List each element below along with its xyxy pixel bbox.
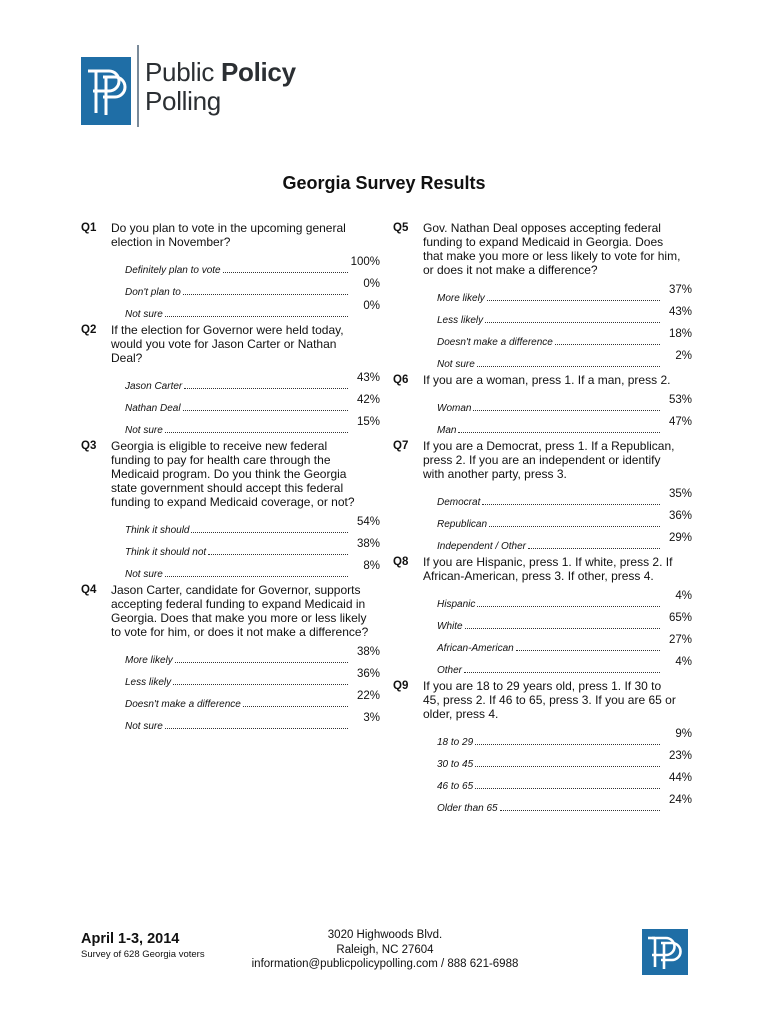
answer-value: 18% [668,328,692,340]
answer-value: 38% [356,538,380,550]
answer-row [437,305,692,327]
question-number: Q6 [393,374,409,386]
dot-leader [175,661,348,663]
question-text: Do you plan to vote in the upcoming general election in November? [111,221,346,249]
question-text: If you are 18 to 29 years old, press 1. If 30 to 45, press 2. If 46 to 65, press 3. If you are 65 or older, press 4. [423,679,676,721]
question-number: Q8 [393,556,409,568]
answer-label: Woman [437,403,472,414]
dot-leader [500,809,660,811]
answer-value: 54% [356,516,380,528]
answer-label: Not sure [125,721,163,732]
question-number: Q2 [81,324,97,336]
answer-value: 0% [363,278,380,290]
question-block [81,439,381,581]
answer-row [437,283,692,305]
question-number: Q1 [81,222,97,234]
answer-row [437,393,692,415]
question [393,679,693,721]
answer-label: Jason Carter [125,381,183,392]
dot-leader [528,547,660,549]
answer-list [437,393,692,437]
answer-row [437,327,692,349]
answer-value: 15% [356,416,380,428]
answer-list [125,255,380,321]
answer-list [437,487,692,553]
answer-value: 22% [356,690,380,702]
answer-label: Not sure [125,309,163,320]
dot-leader [475,765,660,767]
ppp-footer-logo-icon [642,929,688,975]
answer-row [437,487,692,509]
answer-row [437,749,692,771]
answer-row [437,771,692,793]
answer-value: 65% [668,612,692,624]
answer-value: 38% [356,646,380,658]
dot-leader [173,683,348,685]
answer-row [125,645,380,667]
address-line-1: 3020 Highwoods Blvd. [327,929,443,941]
dot-leader [183,293,348,295]
logo-wordmark: Public Policy Polling [145,57,296,116]
answer-value: 2% [675,350,692,362]
dot-leader [464,671,660,673]
survey-sample: Survey of 628 Georgia voters [81,949,205,960]
answer-value: 35% [668,488,692,500]
answer-value: 42% [356,394,380,406]
answer-label: Not sure [437,359,475,370]
answer-row [125,559,380,581]
question [393,373,693,387]
answer-row [125,711,380,733]
question-number: Q4 [81,584,97,596]
answer-list [125,515,380,581]
answer-value: 44% [668,772,692,784]
question [81,439,381,509]
ppp-logo-mark [81,57,131,125]
answer-row [125,667,380,689]
dot-leader [477,605,660,607]
question-text: Gov. Nathan Deal opposes accepting federal funding to expand Medicaid in Georgia. Does that make you more or less likely to vote for him, or does it not make a difference? [423,221,681,277]
survey-date: April 1-3, 2014 [81,931,180,947]
answer-label: Democrat [437,497,481,508]
address-line-2: Raleigh, NC 27604 [336,943,434,956]
answer-label: 18 to 29 [437,737,474,748]
answer-row [125,371,380,393]
answer-label: Hispanic [437,599,476,610]
dot-leader [458,431,660,433]
question-block [393,221,693,371]
page-title: Georgia Survey Results [282,173,486,193]
question-text: If you are Hispanic, press 1. If white, press 2. If African-American, press 3. If other, press 4. [423,555,673,583]
question-number: Q7 [393,440,409,452]
answer-label: Think it should not [125,547,207,558]
answer-row [437,655,692,677]
question [393,221,693,277]
ppp-logo [81,45,296,127]
question-text: If you are a Democrat, press 1. If a Republican, press 2. If you are an independent or identify with another party, press 3. [423,439,675,481]
answer-value: 0% [363,300,380,312]
answer-label: White [437,621,463,632]
answer-value: 47% [668,416,692,428]
dot-leader [223,271,348,273]
answer-label: Republican [437,519,488,530]
answer-value: 24% [668,794,692,806]
answer-value: 4% [675,590,692,602]
answer-row [437,349,692,371]
answer-row [125,689,380,711]
dot-leader [555,343,660,345]
question-number: Q9 [393,680,409,692]
answer-label: Older than 65 [437,803,498,814]
dot-leader [473,409,660,411]
answer-list [125,371,380,437]
answer-label: Definitely plan to vote [125,265,221,276]
dot-leader [183,409,348,411]
dot-leader [516,649,660,651]
answer-row [437,531,692,553]
question [393,555,693,583]
answer-row [125,277,380,299]
question-text: If the election for Governor were held today, would you vote for Jason Carter or Nathan Deal? [111,323,344,365]
answer-list [437,727,692,815]
dot-leader [208,553,348,555]
answer-row [437,633,692,655]
dot-leader [482,503,660,505]
answer-label: Less likely [125,677,172,688]
answer-value: 27% [668,634,692,646]
dot-leader [165,431,348,433]
question [393,439,693,481]
question-block [81,221,381,321]
answer-label: 30 to 45 [437,759,474,770]
question [81,221,381,249]
dot-leader [465,627,660,629]
question-text: Georgia is eligible to receive new federal funding to pay for health care through the Medicaid program. Do you think the Georgia state government should accept this federal funding to expand Medicaid coverage, or not? [111,439,355,509]
question [81,583,381,639]
dot-leader [165,315,348,317]
answer-label: Doesn't make a difference [125,699,241,710]
answer-value: 53% [668,394,692,406]
answer-value: 100% [350,256,380,268]
contact-line: information@publicpolicypolling.com / 888 621-6988 [251,958,519,970]
answer-row [437,793,692,815]
answer-value: 9% [675,728,692,740]
dot-leader [475,743,660,745]
answer-value: 37% [668,284,692,296]
answer-row [125,537,380,559]
dot-leader [165,575,348,577]
question-text: Jason Carter, candidate for Governor, supports accepting federal funding to expand Medicaid in Georgia. Does that make you more or less likely to vote for him, or does it not make a difference? [111,583,369,639]
answer-label: Independent / Other [437,541,526,552]
answer-value: 23% [668,750,692,762]
answer-label: Don't plan to [125,287,181,298]
question-block [393,679,693,815]
answer-row [437,611,692,633]
answer-label: Not sure [125,569,163,580]
dot-leader [184,387,348,389]
answer-row [125,255,380,277]
answer-label: 46 to 65 [437,781,474,792]
footer-survey-info [81,931,205,960]
question-block [81,583,381,733]
answer-value: 36% [356,668,380,680]
answer-row [437,727,692,749]
answer-label: Other [437,665,463,676]
question [81,323,381,365]
answer-list [437,283,692,371]
answer-value: 4% [675,656,692,668]
logo-divider [137,45,139,127]
answer-row [437,589,692,611]
dot-leader [477,365,660,367]
question-text: If you are a woman, press 1. If a man, press 2. [423,373,671,387]
questions-column-left [81,221,381,735]
dot-leader [243,705,348,707]
answer-row [125,299,380,321]
dot-leader [475,787,660,789]
answer-row [437,509,692,531]
answer-label: More likely [437,293,485,304]
dot-leader [489,525,660,527]
answer-value: 8% [363,560,380,572]
answer-value: 43% [356,372,380,384]
dot-leader [487,299,660,301]
question-number: Q3 [81,440,97,452]
question-block [393,373,693,437]
answer-list [437,589,692,677]
answer-value: 3% [363,712,380,724]
answer-value: 29% [668,532,692,544]
answer-label: Less likely [437,315,484,326]
answer-value: 36% [668,510,692,522]
footer-address [210,928,560,972]
answer-label: Think it should [125,525,190,536]
answer-row [125,415,380,437]
answer-label: More likely [125,655,173,666]
answer-label: Man [437,425,457,436]
answer-row [437,415,692,437]
dot-leader [485,321,660,323]
answer-value: 43% [668,306,692,318]
answer-label: Doesn't make a difference [437,337,553,348]
answer-row [125,515,380,537]
answer-label: Not sure [125,425,163,436]
question-number: Q5 [393,222,409,234]
answer-list [125,645,380,733]
dot-leader [191,531,348,533]
dot-leader [165,727,348,729]
questions-column-right [393,221,693,817]
answer-label: Nathan Deal [125,403,181,414]
answer-label: African-American [437,643,514,654]
question-block [81,323,381,437]
question-block [393,439,693,553]
question-block [393,555,693,677]
answer-row [125,393,380,415]
